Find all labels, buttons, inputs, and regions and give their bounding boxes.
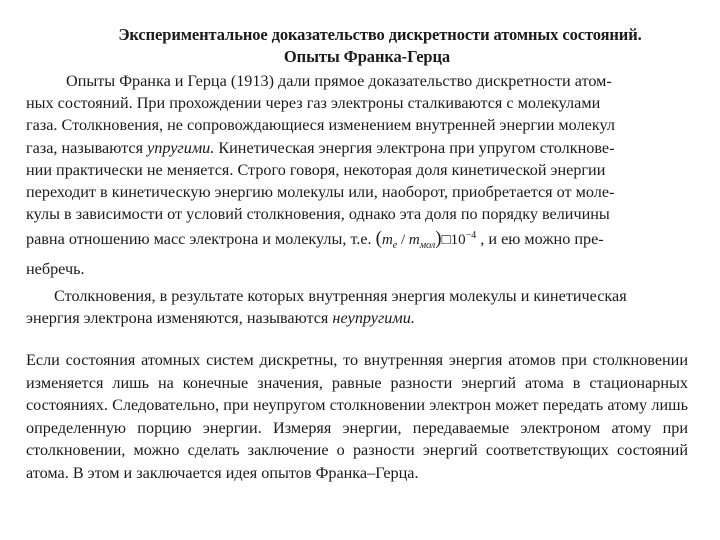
term-inelastic: неупругими. [332,309,415,327]
title-line-1: Экспериментальное доказательство дискретности атомных состояний. [118,25,642,44]
term-elastic: упругими. [147,138,215,157]
paragraph-2 [26,285,706,329]
page-title [0,24,720,68]
title-line-2: Опыты Франка-Герца [283,47,451,66]
mass-ratio-formula: ($m_e$ / $m_{мол})□10^{-4}$ [375,228,477,252]
paragraph-3: Если состояния атомных систем дискретны, то внутренняя энергия атомов при столкновении изменяется лишь на конечные значения, равные разности энергий атома в стационарных состояниях. Следовательно, при неупругом столкновении электрон может передать атому лишь определенную порцию энергии. Измеряя энергии, передаваемые электроном атому при столкновении, можно сделать заключение о разности энергий соответствующих состояний атома. В этом и заключается идея опытов Франка–Герца. [26,351,688,482]
text-segment: энергия электрона изменяются, называются [26,309,333,327]
text-line: нии практически не меняется. Строго говоря, некоторая доля кинетической энергии [26,160,606,179]
text-line: Столкновения, в результате которых внутренняя энергия молекулы и кинетическая [54,287,627,305]
text-line [26,307,706,329]
text-line [26,225,686,257]
paragraph-1 [26,70,686,280]
text-line: ных состояний. При прохождении через газ электроны сталкиваются с молекулами [26,94,601,113]
text-line: переходит в кинетическую энергию молекулы или, наоборот, приобретается от моле- [26,183,615,202]
text-segment: равна отношению масс электрона и молекулы, т.е. [26,230,372,249]
text-line: газа. Столкновения, не сопровождающиеся изменением внутренней энергии молекул [26,116,615,135]
text-line: небречь. [26,259,85,278]
text-segment: Кинетическая энергия электрона при упругом столкнове- [214,138,615,157]
text-segment: , и ею можно пре- [480,230,604,249]
text-line: Опыты Франка и Герца (1913) дали прямое доказательство дискретности атом- [66,72,612,90]
text-line: кулы в зависимости от условий столкновения, однако эта доля по порядку величины [26,205,610,224]
text-segment: газа, называются [26,138,148,157]
text-line [26,137,686,159]
